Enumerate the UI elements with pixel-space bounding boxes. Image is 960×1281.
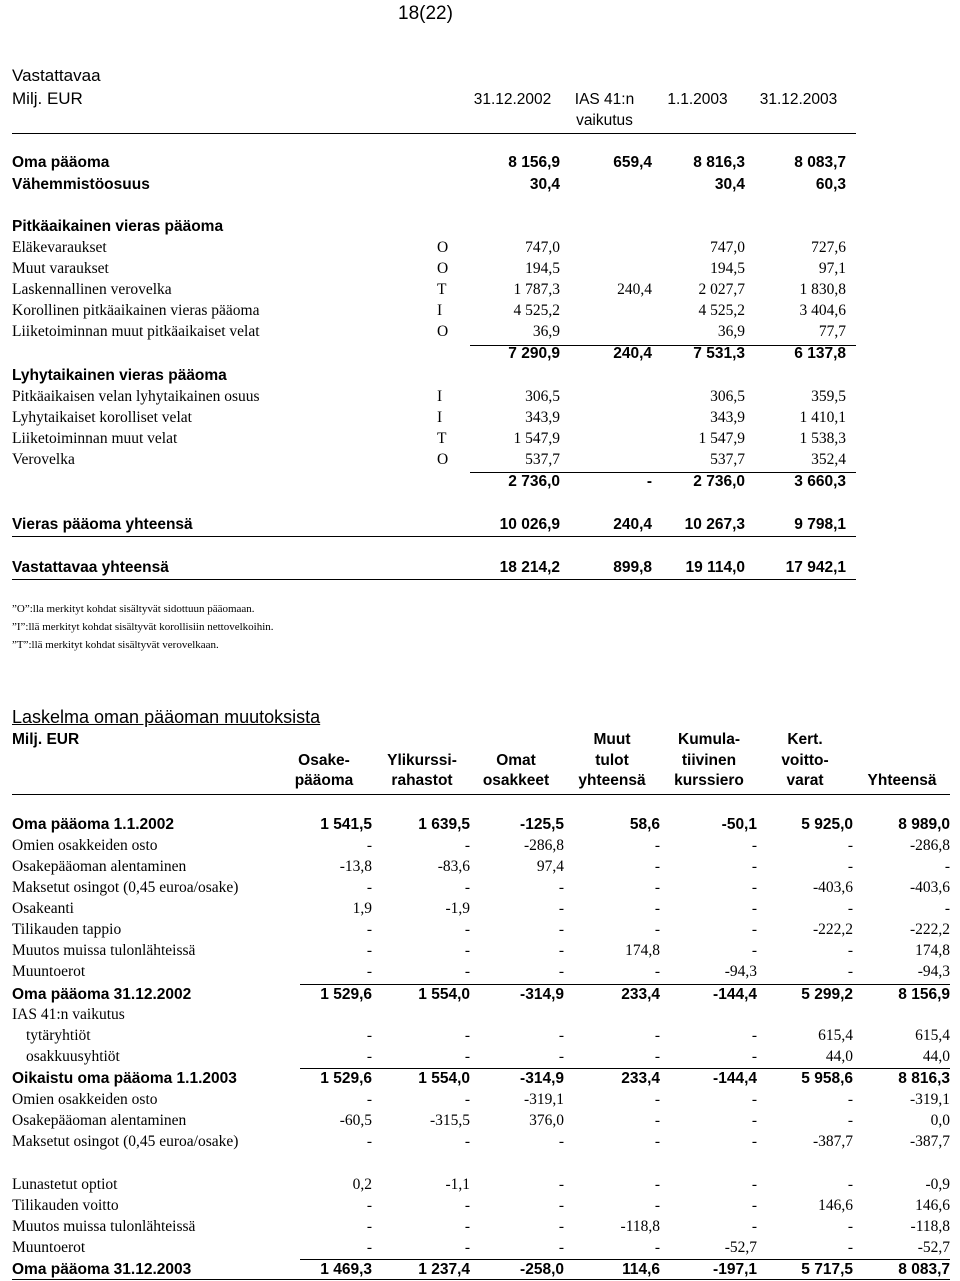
equity-row-label: Muutos muissa tulonlähteissä xyxy=(12,942,196,959)
equity-cell: - xyxy=(558,963,564,980)
balance-cell: 19 114,0 xyxy=(685,559,745,576)
balance-cell: 1 547,9 xyxy=(513,430,560,447)
equity-cell: - xyxy=(847,1218,853,1235)
balance-cell: 240,4 xyxy=(613,345,652,362)
balance-title: Vastattavaa xyxy=(12,66,101,85)
equity-row-label: Muutos muissa tulonlähteissä xyxy=(12,1218,196,1235)
equity-cell: 615,4 xyxy=(818,1027,853,1044)
balance-cell: 747,0 xyxy=(525,239,560,256)
balance-row-label: Vähemmistöosuus xyxy=(12,176,150,193)
balance-row-code: O xyxy=(437,451,449,468)
equity-cell: 376,0 xyxy=(529,1112,564,1129)
equity-col-header: tulot xyxy=(595,752,629,769)
equity-cell: - xyxy=(751,921,757,938)
balance-row-label: Pitkäaikainen vieras pääoma xyxy=(12,218,224,235)
equity-cell: - xyxy=(366,942,372,959)
equity-cell: - xyxy=(558,942,564,959)
equity-cell: -52,7 xyxy=(917,1239,950,1256)
equity-row-label: Oma pääoma 1.1.2002 xyxy=(12,816,174,833)
balance-subtotal-rule xyxy=(470,345,856,346)
equity-cell: 146,6 xyxy=(915,1197,950,1214)
balance-cell: 1 547,9 xyxy=(698,430,745,447)
equity-row-label: IAS 41:n vaikutus xyxy=(12,1006,125,1023)
equity-cell: 5 717,5 xyxy=(801,1261,853,1278)
balance-col-header: 31.12.2003 xyxy=(759,91,838,108)
balance-cell: 4 525,2 xyxy=(698,302,745,319)
equity-cell: 44,0 xyxy=(922,1048,950,1065)
equity-cell: - xyxy=(366,1239,372,1256)
equity-row-label: Osakepääoman alentaminen xyxy=(12,858,187,875)
equity-cell: 114,6 xyxy=(622,1261,660,1278)
equity-cell: - xyxy=(464,1197,470,1214)
balance-cell: 747,0 xyxy=(710,239,745,256)
balance-cell: 18 214,2 xyxy=(499,559,560,576)
equity-cell: - xyxy=(464,1027,470,1044)
equity-cell: 0,2 xyxy=(352,1176,372,1193)
equity-cell: - xyxy=(654,1239,660,1256)
balance-cell: 60,3 xyxy=(815,176,846,193)
equity-cell: - xyxy=(366,1218,372,1235)
equity-row-label: Maksetut osingot (0,45 euroa/osake) xyxy=(12,879,239,896)
equity-cell: 5 925,0 xyxy=(801,816,853,833)
equity-cell: - xyxy=(751,1091,757,1108)
equity-cell: 1 639,5 xyxy=(418,816,470,833)
equity-cell: -222,2 xyxy=(909,921,950,938)
equity-cell: -94,3 xyxy=(917,963,950,980)
balance-row-label: Laskennallinen verovelka xyxy=(12,281,172,298)
equity-cell: -258,0 xyxy=(520,1261,564,1278)
equity-cell: - xyxy=(654,1197,660,1214)
equity-cell: - xyxy=(847,1239,853,1256)
equity-cell: - xyxy=(654,1133,660,1150)
equity-cell: -1,1 xyxy=(445,1176,470,1193)
equity-cell: 58,6 xyxy=(629,816,660,833)
equity-row-label: Oikaistu oma pääoma 1.1.2003 xyxy=(12,1070,237,1087)
balance-cell: 343,9 xyxy=(710,409,745,426)
balance-cell: 659,4 xyxy=(613,154,652,171)
balance-cell: 36,9 xyxy=(532,323,560,340)
equity-cell: -222,2 xyxy=(812,921,853,938)
equity-row-label: Lunastetut optiot xyxy=(12,1176,118,1193)
equity-title: Laskelma oman pääoman muutoksista xyxy=(12,707,321,727)
balance-row-label: Verovelka xyxy=(12,451,75,468)
equity-cell: - xyxy=(654,879,660,896)
equity-cell: - xyxy=(751,1027,757,1044)
equity-cell: - xyxy=(654,1176,660,1193)
equity-cell: - xyxy=(366,1091,372,1108)
equity-row-label: tytäryhtiöt xyxy=(26,1027,91,1044)
equity-cell: -197,1 xyxy=(713,1261,757,1278)
equity-cell: - xyxy=(847,1176,853,1193)
equity-unit: Milj. EUR xyxy=(12,731,80,748)
balance-cell: 240,4 xyxy=(617,281,652,298)
balance-cell: 4 525,2 xyxy=(513,302,560,319)
equity-cell: - xyxy=(464,1218,470,1235)
balance-row-label: Lyhytaikaiset korolliset velat xyxy=(12,409,192,426)
equity-cell: 615,4 xyxy=(915,1027,950,1044)
balance-cell: 30,4 xyxy=(714,176,745,193)
balance-cell: - xyxy=(646,473,652,490)
equity-cell: -1,9 xyxy=(445,900,470,917)
equity-cell: - xyxy=(464,921,470,938)
balance-cell: 899,8 xyxy=(613,559,652,576)
balance-cell: 537,7 xyxy=(710,451,745,468)
equity-cell: -118,8 xyxy=(910,1218,950,1235)
equity-cell: - xyxy=(654,900,660,917)
equity-cell: -314,9 xyxy=(520,986,564,1003)
equity-cell: - xyxy=(944,858,950,875)
equity-cell: - xyxy=(464,1133,470,1150)
equity-cell: -50,1 xyxy=(721,816,757,833)
balance-cell: 194,5 xyxy=(710,260,745,277)
equity-cell: - xyxy=(558,900,564,917)
balance-cell: 77,7 xyxy=(818,323,846,340)
balance-row-label: Vieras pääoma yhteensä xyxy=(12,516,193,533)
equity-cell: - xyxy=(464,1048,470,1065)
balance-row-code: O xyxy=(437,239,449,256)
equity-cell: - xyxy=(558,1048,564,1065)
balance-cell: 2 027,7 xyxy=(698,281,745,298)
equity-subtotal-rule xyxy=(300,1068,950,1069)
balance-cell: 8 156,9 xyxy=(508,154,560,171)
equity-cell: -118,8 xyxy=(620,1218,660,1235)
equity-cell: - xyxy=(751,1197,757,1214)
equity-cell: 1,9 xyxy=(352,900,372,917)
balance-cell: 306,5 xyxy=(525,388,560,405)
equity-col-header: Osake- xyxy=(298,752,350,769)
equity-col-header: pääoma xyxy=(294,772,354,789)
equity-cell: 146,6 xyxy=(818,1197,853,1214)
equity-cell: - xyxy=(654,1091,660,1108)
equity-cell: - xyxy=(558,921,564,938)
equity-cell: 1 237,4 xyxy=(418,1261,470,1278)
equity-cell: - xyxy=(366,1027,372,1044)
equity-cell: -60,5 xyxy=(339,1112,372,1129)
equity-cell: 174,8 xyxy=(915,942,950,959)
equity-cell: - xyxy=(558,1027,564,1044)
page-number: 18(22) xyxy=(398,3,453,24)
equity-cell: - xyxy=(751,879,757,896)
equity-col-header: voitto- xyxy=(781,752,829,769)
balance-cell: 306,5 xyxy=(710,388,745,405)
equity-cell: 1 541,5 xyxy=(320,816,372,833)
equity-cell: - xyxy=(847,963,853,980)
balance-row-code: O xyxy=(437,323,449,340)
equity-cell: - xyxy=(751,837,757,854)
equity-cell: - xyxy=(464,1091,470,1108)
equity-col-header: varat xyxy=(786,772,824,789)
equity-cell: - xyxy=(751,1176,757,1193)
equity-cell: - xyxy=(654,837,660,854)
equity-cell: -125,5 xyxy=(520,816,564,833)
equity-cell: - xyxy=(366,1048,372,1065)
equity-cell: - xyxy=(944,900,950,917)
equity-row-label: Omien osakkeiden osto xyxy=(12,837,158,854)
equity-cell: -13,8 xyxy=(339,858,372,875)
balance-cell: 7 531,3 xyxy=(693,345,745,362)
balance-row-label: Lyhytaikainen vieras pääoma xyxy=(12,367,227,384)
equity-row-label: Muuntoerot xyxy=(12,963,86,980)
balance-cell: 8 083,7 xyxy=(794,154,846,171)
equity-header-rule xyxy=(12,794,950,795)
equity-cell: - xyxy=(464,1239,470,1256)
balance-cell: 240,4 xyxy=(613,516,652,533)
balance-unit: Milj. EUR xyxy=(12,89,83,108)
balance-cell: 1 410,1 xyxy=(799,409,846,426)
equity-cell: - xyxy=(464,963,470,980)
equity-cell: 97,4 xyxy=(536,858,564,875)
equity-cell: 1 554,0 xyxy=(418,1070,470,1087)
equity-cell: - xyxy=(558,1133,564,1150)
equity-col-header: Kumula- xyxy=(678,731,740,748)
equity-cell: 174,8 xyxy=(625,942,660,959)
equity-row-label: Osakeanti xyxy=(12,900,74,917)
equity-cell: - xyxy=(751,1218,757,1235)
equity-col-header: Omat xyxy=(496,752,536,769)
equity-cell: - xyxy=(751,858,757,875)
equity-row-label: Tilikauden voitto xyxy=(12,1197,119,1214)
equity-cell: - xyxy=(654,1027,660,1044)
equity-subtotal-rule xyxy=(300,984,950,985)
equity-cell: - xyxy=(847,1091,853,1108)
balance-col-header: 1.1.2003 xyxy=(667,91,728,108)
equity-cell: - xyxy=(366,921,372,938)
balance-cell: 97,1 xyxy=(818,260,846,277)
balance-footnote: ”I”:llä merkityt kohdat sisältyvät korollisiin nettovelkoihin. xyxy=(12,621,274,633)
equity-cell: -387,7 xyxy=(812,1133,853,1150)
equity-row-label: Muuntoerot xyxy=(12,1239,86,1256)
equity-cell: - xyxy=(654,1048,660,1065)
equity-cell: -144,4 xyxy=(713,1070,757,1087)
equity-cell: - xyxy=(464,942,470,959)
balance-row-label: Eläkevaraukset xyxy=(12,239,107,256)
equity-cell: - xyxy=(847,837,853,854)
equity-cell: - xyxy=(558,1176,564,1193)
balance-cell: 727,6 xyxy=(811,239,846,256)
equity-cell: -0,9 xyxy=(925,1176,950,1193)
equity-row-label: Oma pääoma 31.12.2002 xyxy=(12,986,192,1003)
balance-row-code: I xyxy=(437,409,443,426)
equity-cell: 8 816,3 xyxy=(898,1070,950,1087)
equity-cell: - xyxy=(751,942,757,959)
balance-cell: 3 660,3 xyxy=(794,473,846,490)
equity-col-header: Muut xyxy=(593,731,631,748)
equity-col-header: Yhteensä xyxy=(867,772,937,789)
equity-cell: 8 989,0 xyxy=(898,816,950,833)
equity-cell: 1 529,6 xyxy=(320,986,372,1003)
equity-subtotal-rule xyxy=(300,1259,950,1260)
balance-cell: 10 026,9 xyxy=(499,516,560,533)
balance-row-code: I xyxy=(437,388,443,405)
equity-cell: -403,6 xyxy=(812,879,853,896)
balance-cell: 17 942,1 xyxy=(785,559,846,576)
equity-row-label: Tilikauden tappio xyxy=(12,921,122,938)
equity-cell: 5 299,2 xyxy=(801,986,853,1003)
equity-cell: 233,4 xyxy=(621,986,660,1003)
equity-cell: - xyxy=(558,1239,564,1256)
equity-cell: 5 958,6 xyxy=(801,1070,853,1087)
balance-row-code: O xyxy=(437,260,449,277)
balance-cell: 343,9 xyxy=(525,409,560,426)
equity-cell: 0,0 xyxy=(930,1112,950,1129)
equity-cell: -319,1 xyxy=(909,1091,950,1108)
balance-row-label: Muut varaukset xyxy=(12,260,109,277)
equity-cell: - xyxy=(751,900,757,917)
equity-col-header: rahastot xyxy=(391,772,453,789)
equity-cell: - xyxy=(464,837,470,854)
balance-cell: 6 137,8 xyxy=(794,345,846,362)
equity-cell: -286,8 xyxy=(523,837,564,854)
balance-cell: 3 404,6 xyxy=(799,302,846,319)
equity-cell: - xyxy=(654,963,660,980)
equity-cell: - xyxy=(464,879,470,896)
balance-cell: 359,5 xyxy=(811,388,846,405)
balance-cell: 194,5 xyxy=(525,260,560,277)
equity-col-header: Kert. xyxy=(787,731,823,748)
balance-row-label: Liiketoiminnan muut velat xyxy=(12,430,178,447)
equity-cell: - xyxy=(366,1197,372,1214)
equity-cell: - xyxy=(847,942,853,959)
balance-col-header-line2: vaikutus xyxy=(576,112,633,129)
equity-cell: -315,5 xyxy=(429,1112,470,1129)
balance-cell: 1 538,3 xyxy=(799,430,846,447)
equity-cell: - xyxy=(366,879,372,896)
equity-cell: - xyxy=(654,1112,660,1129)
equity-col-header: yhteensä xyxy=(578,772,646,789)
balance-row-label: Oma pääoma xyxy=(12,154,110,171)
equity-cell: 1 554,0 xyxy=(418,986,470,1003)
equity-cell: 233,4 xyxy=(621,1070,660,1087)
balance-cell: 1 830,8 xyxy=(799,281,846,298)
equity-row-label: osakkuusyhtiöt xyxy=(26,1048,120,1065)
balance-row-code: T xyxy=(437,430,447,447)
equity-cell: - xyxy=(366,1133,372,1150)
equity-bottom-rule xyxy=(12,1279,950,1280)
equity-cell: - xyxy=(847,858,853,875)
equity-cell: -314,9 xyxy=(520,1070,564,1087)
balance-row-code: T xyxy=(437,281,447,298)
equity-col-header: tiivinen xyxy=(681,752,737,769)
equity-row-label: Maksetut osingot (0,45 euroa/osake) xyxy=(12,1133,239,1150)
equity-cell: -94,3 xyxy=(724,963,757,980)
equity-cell: 44,0 xyxy=(825,1048,853,1065)
equity-cell: - xyxy=(558,1218,564,1235)
equity-cell: - xyxy=(847,1112,853,1129)
equity-cell: 1 469,3 xyxy=(320,1261,372,1278)
balance-header-rule xyxy=(12,133,856,134)
equity-cell: - xyxy=(558,879,564,896)
equity-col-header: osakkeet xyxy=(482,772,550,789)
balance-cell: 30,4 xyxy=(529,176,560,193)
balance-cell: 9 798,1 xyxy=(794,516,846,533)
balance-cell: 2 736,0 xyxy=(508,473,560,490)
balance-row-label: Liiketoiminnan muut pitkäaikaiset velat xyxy=(12,323,260,340)
equity-cell: - xyxy=(847,900,853,917)
balance-footnote: ”O”:lla merkityt kohdat sisältyvät sidottuun pääomaan. xyxy=(12,603,255,615)
balance-row-label: Pitkäaikaisen velan lyhytaikainen osuus xyxy=(12,388,260,405)
equity-cell: -387,7 xyxy=(909,1133,950,1150)
equity-cell: -83,6 xyxy=(437,858,470,875)
equity-row-label: Oma pääoma 31.12.2003 xyxy=(12,1261,192,1278)
equity-col-header: kurssiero xyxy=(674,772,744,789)
equity-cell: 8 083,7 xyxy=(898,1261,950,1278)
balance-subtotal-rule xyxy=(470,472,856,473)
balance-col-header: 31.12.2002 xyxy=(473,91,552,108)
equity-cell: - xyxy=(366,963,372,980)
equity-cell: - xyxy=(751,1112,757,1129)
equity-cell: - xyxy=(558,1197,564,1214)
equity-cell: - xyxy=(654,858,660,875)
balance-row-code: I xyxy=(437,302,443,319)
equity-cell: -403,6 xyxy=(909,879,950,896)
equity-row-label: Osakepääoman alentaminen xyxy=(12,1112,187,1129)
equity-cell: - xyxy=(654,921,660,938)
equity-cell: - xyxy=(751,1133,757,1150)
balance-cell: 10 267,3 xyxy=(684,516,745,533)
balance-row-label: Korollinen pitkäaikainen vieras pääoma xyxy=(12,302,260,319)
balance-total-rule xyxy=(12,579,856,580)
equity-cell: 8 156,9 xyxy=(898,986,950,1003)
balance-col-header: IAS 41:n xyxy=(574,91,635,108)
equity-row-label: Omien osakkeiden osto xyxy=(12,1091,158,1108)
equity-cell: -286,8 xyxy=(909,837,950,854)
balance-cell: 7 290,9 xyxy=(508,345,560,362)
equity-cell: -144,4 xyxy=(713,986,757,1003)
balance-footnote: ”T”:llä merkityt kohdat sisältyvät verovelkaan. xyxy=(12,639,219,651)
balance-cell: 352,4 xyxy=(811,451,846,468)
balance-cell: 537,7 xyxy=(525,451,560,468)
balance-row-label: Vastattavaa yhteensä xyxy=(12,559,169,576)
balance-cell: 8 816,3 xyxy=(693,154,745,171)
equity-cell: -319,1 xyxy=(523,1091,564,1108)
balance-cell: 1 787,3 xyxy=(513,281,560,298)
equity-cell: -52,7 xyxy=(724,1239,757,1256)
balance-cell: 36,9 xyxy=(717,323,745,340)
balance-total-rule xyxy=(12,536,856,537)
balance-cell: 2 736,0 xyxy=(693,473,745,490)
equity-cell: 1 529,6 xyxy=(320,1070,372,1087)
equity-cell: - xyxy=(366,837,372,854)
equity-cell: - xyxy=(751,1048,757,1065)
equity-col-header: Ylikurssi- xyxy=(387,752,457,769)
